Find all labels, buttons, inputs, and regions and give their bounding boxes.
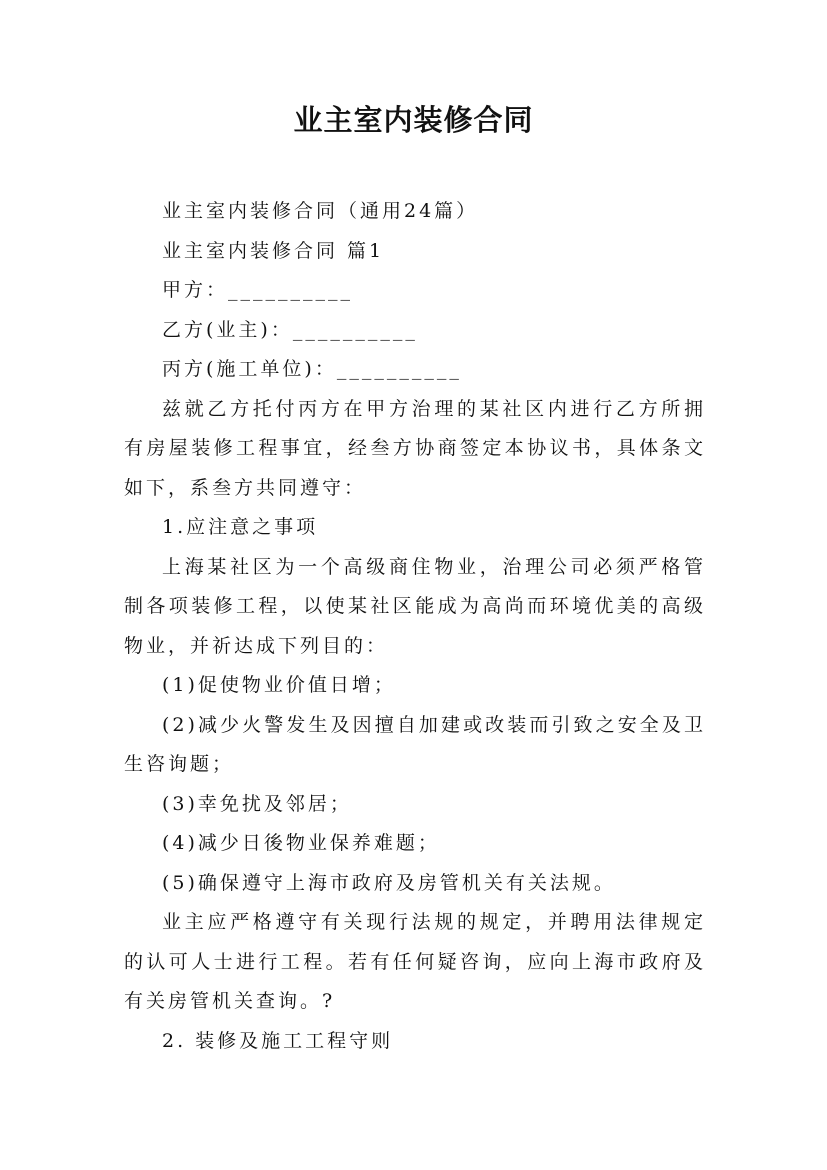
paragraph-preamble: 兹就乙方托付丙方在甲方治理的某社区内进行乙方所拥有房屋装修工程事宜，经叁方协商签定本协议书，具体条文如下，系叁方共同遵守：	[124, 397, 706, 499]
list-item: (3)幸免扰及邻居；	[162, 792, 352, 815]
list-item: (1)促使物业价值日增；	[162, 674, 396, 696]
paragraph-body: 上海某社区为一个高级商住物业，治理公司必须严格管制各项装修工程，以使某社区能成为高尚而环境优美的高级物业，并祈达成下列目的：	[124, 555, 706, 657]
paragraph-heading-2: 2. 装修及施工工程守则	[162, 1029, 394, 1052]
list-item: (4)减少日後物业保养难题；	[162, 832, 440, 854]
list-item: (2)减少火警发生及因擅自加建或改装而引致之安全及卫生咨询题；	[124, 713, 706, 775]
paragraph-subtitle: 业主室内装修合同（通用24篇）	[162, 200, 479, 222]
paragraph-party-a: 甲方：__________	[162, 279, 354, 301]
paragraph-body: 业主应严格遵守有关现行法规的规定，并聘用法律规定的认可人士进行工程。若有任何疑咨询，应向上海市政府及有关房管机关查询。?	[124, 911, 706, 1012]
paragraph-party-b: 乙方(业主)：__________	[162, 318, 418, 341]
paragraph-section-heading: 业主室内装修合同 篇1	[162, 239, 385, 262]
document-title: 业主室内装修合同	[293, 103, 534, 137]
document-body	[124, 192, 706, 1061]
paragraph-heading-1: 1.应注意之事项	[162, 516, 319, 538]
list-item: (5)确保遵守上海市政府及房管机关有关法规。	[162, 871, 616, 894]
paragraph-party-c: 丙方(施工单位)：__________	[162, 358, 462, 380]
